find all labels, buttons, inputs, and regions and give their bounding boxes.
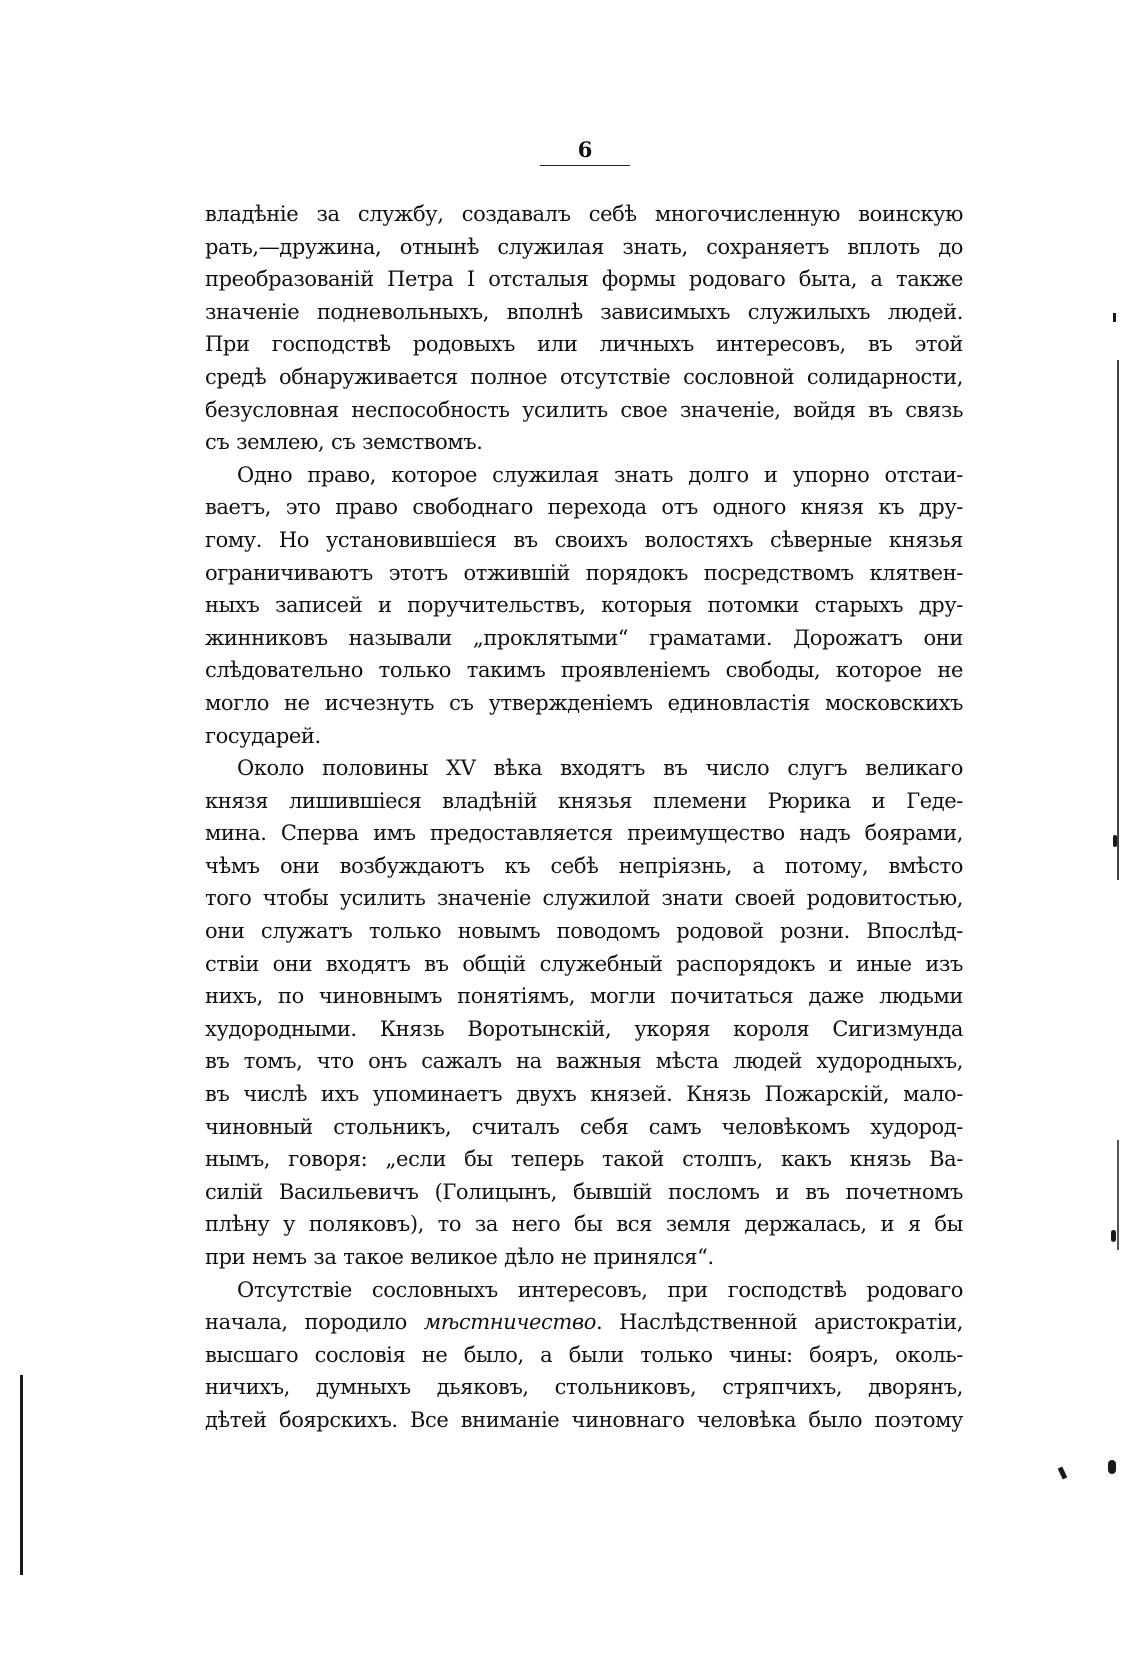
- text-line: При господствѣ родовыхъ или личныхъ интересовъ, въ этой: [205, 332, 963, 357]
- text-line: ствіи они входятъ въ общій служебный распорядокъ и иные изъ: [205, 951, 963, 976]
- text-run: . Наслѣдственной аристократіи,: [595, 1310, 963, 1335]
- text-line: могло не исчезнуть съ утвержденіемъ единовластія московскихъ: [205, 690, 963, 715]
- scan-speck: [1117, 1140, 1119, 1250]
- page-number-rule: [540, 165, 630, 166]
- text-run: начала, породило: [205, 1310, 407, 1335]
- paragraph-2: [205, 459, 963, 752]
- text-line: значеніе подневольныхъ, вполнѣ зависимыхъ служилыхъ людей.: [205, 299, 963, 324]
- text-line: плѣну у поляковъ), то за него бы вся земля держалась, и я бы: [205, 1212, 963, 1237]
- text-line: въ числѣ ихъ упоминаетъ двухъ князей. Князь Пожарскій, мало-: [205, 1082, 963, 1107]
- scan-margin-line: [1117, 360, 1119, 880]
- text-line: ограничиваютъ этотъ отжившій порядокъ посредствомъ клятвен-: [205, 560, 963, 585]
- text-line: слѣдовательно только такимъ проявленіемъ свободы, которое не: [205, 658, 963, 683]
- scan-speck: [1058, 1467, 1068, 1480]
- text-line: средѣ обнаруживается полное отсутствіе сословной солидарности,: [205, 364, 963, 389]
- text-line: при немъ за такое великое дѣло не принялся“.: [205, 1245, 714, 1269]
- text-line: въ томъ, что онъ сажалъ на важныя мѣста людей худородныхъ,: [205, 1049, 963, 1074]
- text-line: князя лишившіеся владѣній князья племени Рюрика и Геде-: [205, 788, 963, 813]
- text-line: мина. Сперва имъ предоставляется преимущество надъ боярами,: [205, 821, 963, 846]
- text-line: нихъ, по чиновнымъ понятіямъ, могли почитаться даже людьми: [205, 984, 963, 1009]
- text-line: того чтобы усилить значеніе служилой знати своей родовитостью,: [205, 886, 963, 911]
- italic-term: мѣстничество: [423, 1310, 596, 1335]
- text-line: ныхъ записей и поручительствъ, которыя потомки старыхъ дру-: [205, 593, 963, 618]
- text-line: гому. Но установившіеся въ своихъ волостяхъ сѣверные князья: [205, 527, 963, 552]
- text-line-mixed: [205, 1306, 963, 1339]
- text-line: владѣніе за службу, создавалъ себѣ многочисленную воинскую: [205, 202, 963, 226]
- text-line: худородными. Князь Воротынскій, укоряя короля Сигизмунда: [205, 1016, 963, 1041]
- scan-speck: [1111, 1230, 1116, 1242]
- scan-margin-line: [20, 1375, 23, 1575]
- text-line: силій Васильевичъ (Голицынъ, бывшій посломъ и въ почетномъ: [205, 1179, 963, 1204]
- scan-speck: [1113, 835, 1117, 847]
- text-line: Около половины XV вѣка входятъ въ число слугъ великаго: [237, 756, 963, 781]
- text-line: Одно право, которое служилая знать долго и упорно отстаи-: [237, 462, 963, 487]
- text-line: чѣмъ они возбуждаютъ къ себѣ непріязнь, а потому, вмѣсто: [205, 853, 963, 878]
- scan-speck: [1108, 1460, 1116, 1474]
- text-line: безусловная неспособность усилить свое значеніе, войдя въ связь: [205, 397, 963, 422]
- paragraph-1: [205, 198, 963, 459]
- text-line: ничихъ, думныхъ дьяковъ, стольниковъ, стряпчихъ, дворянъ,: [205, 1375, 963, 1400]
- text-line: съ землею, съ земствомъ.: [205, 430, 483, 455]
- text-line: жинниковъ называли „проклятыми“ граматами. Дорожатъ они: [205, 625, 963, 650]
- text-line: государей.: [205, 723, 321, 748]
- page-number: 6: [577, 137, 593, 162]
- text-line: преобразованій Петра I отсталыя формы родоваго быта, а также: [205, 267, 963, 292]
- text-line: нымъ, говоря: „если бы теперь такой столпъ, какъ князь Ва-: [205, 1147, 963, 1172]
- text-line: высшаго сословія не было, а были только чины: бояръ, околь-: [205, 1342, 963, 1367]
- text-line: они служатъ только новымъ поводомъ родовой розни. Впослѣд-: [205, 919, 963, 944]
- text-line: дѣтей боярскихъ. Все вниманіе чиновнаго человѣка было поэтому: [205, 1407, 963, 1432]
- text-line: ваетъ, это право свободнаго перехода отъ одного князя къ дру-: [205, 495, 963, 520]
- paragraph-3: [205, 752, 963, 1274]
- paragraph-4: [205, 1274, 963, 1437]
- scan-speck: [1113, 313, 1116, 322]
- text-line: рать,—дружина, отнынѣ служилая знать, сохраняетъ вплоть до: [205, 234, 963, 259]
- text-body: [205, 198, 963, 1437]
- text-line: Отсутствіе сословныхъ интересовъ, при господствѣ родоваго: [237, 1277, 963, 1302]
- text-line: чиновный стольникъ, считалъ себя самъ человѣкомъ худород-: [205, 1114, 963, 1139]
